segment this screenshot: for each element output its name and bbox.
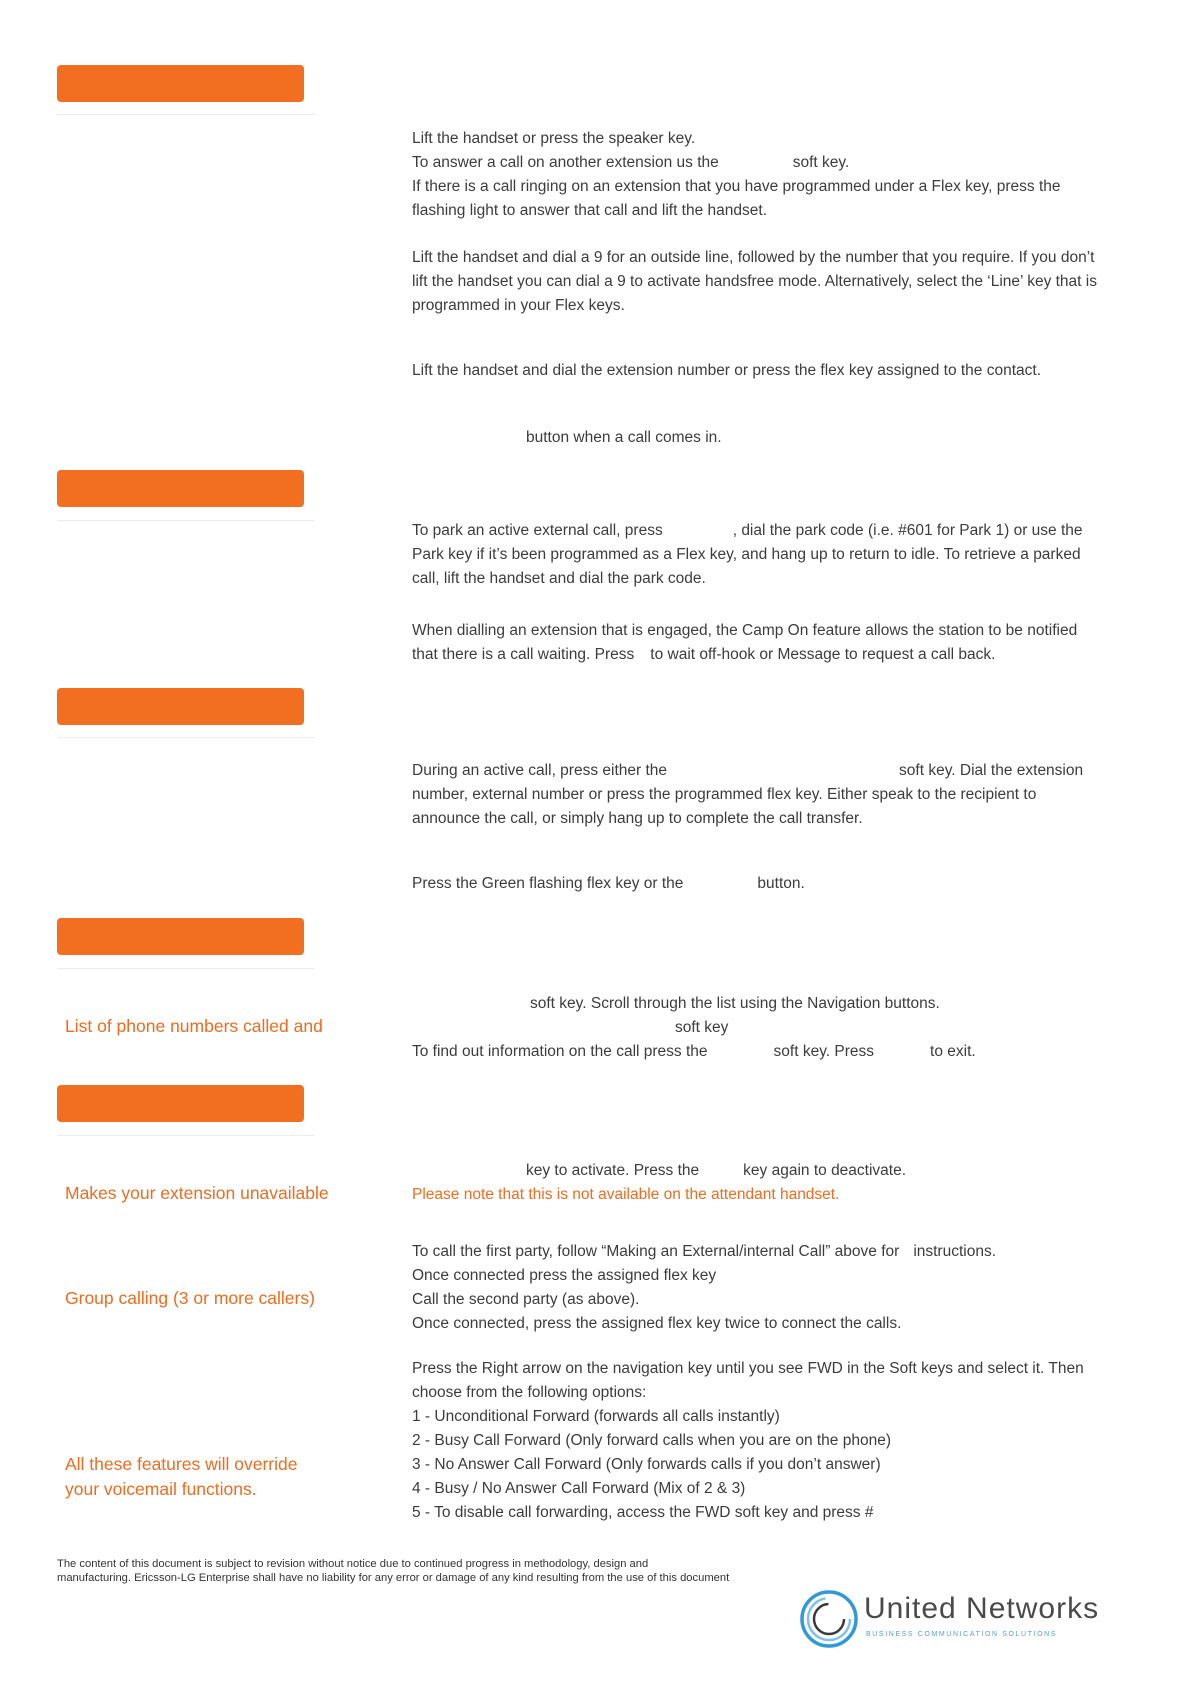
camp-on-text: When dialling an extension that is engaged, the Camp On feature allows the station to be notified that there is a call waiting. Press to wait off-hook or Message to request a call back. <box>412 622 1078 663</box>
dnd-side-note: Makes your extension unavailable <box>65 1183 329 1203</box>
logo-tagline: BUSINESS COMMUNICATION SOLUTIONS <box>866 1631 1058 1638</box>
conference-text: To call the first party, follow “Making an External/internal Call” above for instructions. Once connected press the assigned flex key Call the second party (as above). Once connected, press the assigned flex key twice to connect the calls. <box>412 1243 997 1332</box>
section-header-features <box>57 1085 304 1122</box>
conference-side-note: Group calling (3 or more callers) <box>65 1288 315 1308</box>
section-header-park <box>57 470 304 507</box>
call-log-side-note: List of phone numbers called and <box>65 1016 323 1036</box>
call-forward-text: Press the Right arrow on the navigation key until you see FWD in the Soft keys and select it. Then choose from the following options: 1 - Unconditional Forward (forwards all calls instantly) 2 - Busy Call Forward (Only forward calls when you are on the phone) 3 - No Answer Call Forward (Only forwards calls if you don’t answer) 4 - Busy / No Answer Call Forward (Mix of 2 & 3) 5 - To disable call forwarding, access the FWD soft key and press # <box>412 1360 1084 1521</box>
section-divider <box>57 114 315 115</box>
call-log-text: soft key. Scroll through the list using the Navigation buttons. soft key To find out information on the call press the soft key. Press to exit. <box>412 995 976 1060</box>
section-divider <box>57 968 315 969</box>
section-header-transfer <box>57 688 304 725</box>
forward-side-note: All these features will override your voicemail functions. <box>65 1454 298 1499</box>
external-call-text: Lift the handset and dial a 9 for an outside line, followed by the number that you require. If you don’t lift the handset you can dial a 9 to activate handsfree mode. Alternatively, select the ‘Line’ key that is programmed in your Flex keys. <box>412 249 1097 314</box>
section-header-calls <box>57 65 304 102</box>
pickup-text: Press the Green flashing flex key or the button. <box>412 875 805 892</box>
internal-call-text: Lift the handset and dial the extension number or press the flex key assigned to the contact. <box>412 362 1041 379</box>
section-divider <box>57 1135 315 1136</box>
disclaimer-footer: The content of this document is subject to revision without notice due to continued progress in methodology, design and manufacturing. Ericsson-LG Enterprise shall have no liability for any error or damage of any kind resulting from the use of this document <box>57 1558 730 1584</box>
section-header-call-log <box>57 918 304 955</box>
park-call-text: To park an active external call, press , dial the park code (i.e. #601 for Park 1) or use the Park key if it’s been programmed as a Flex key, and hang up to return to idle. To retrieve a parked call, lift the handset and dial the park code. <box>412 522 1083 587</box>
company-logo <box>798 1588 1128 1652</box>
answering-calls-text: Lift the handset or press the speaker key. To answer a call on another extension us the soft key. If there is a call ringing on an extension that you have programmed under a Flex key, press the flashing light to answer that call and lift the handset. <box>412 130 1061 219</box>
dnd-text: key to activate. Press the key again to deactivate. Please note that this is not available on the attendant handset. <box>412 1162 907 1203</box>
logo-wordmark: United Networks <box>864 1592 1100 1625</box>
reject-call-text: button when a call comes in. <box>526 429 722 446</box>
transfer-call-text: During an active call, press either the soft key. Dial the extension number, external number or press the programmed flex key. Either speak to the recipient to announce the call, or simply hang up to complete the call transfer. <box>412 762 1084 827</box>
section-divider <box>57 520 315 521</box>
section-divider <box>57 737 315 738</box>
ring-logo-icon <box>798 1588 860 1650</box>
